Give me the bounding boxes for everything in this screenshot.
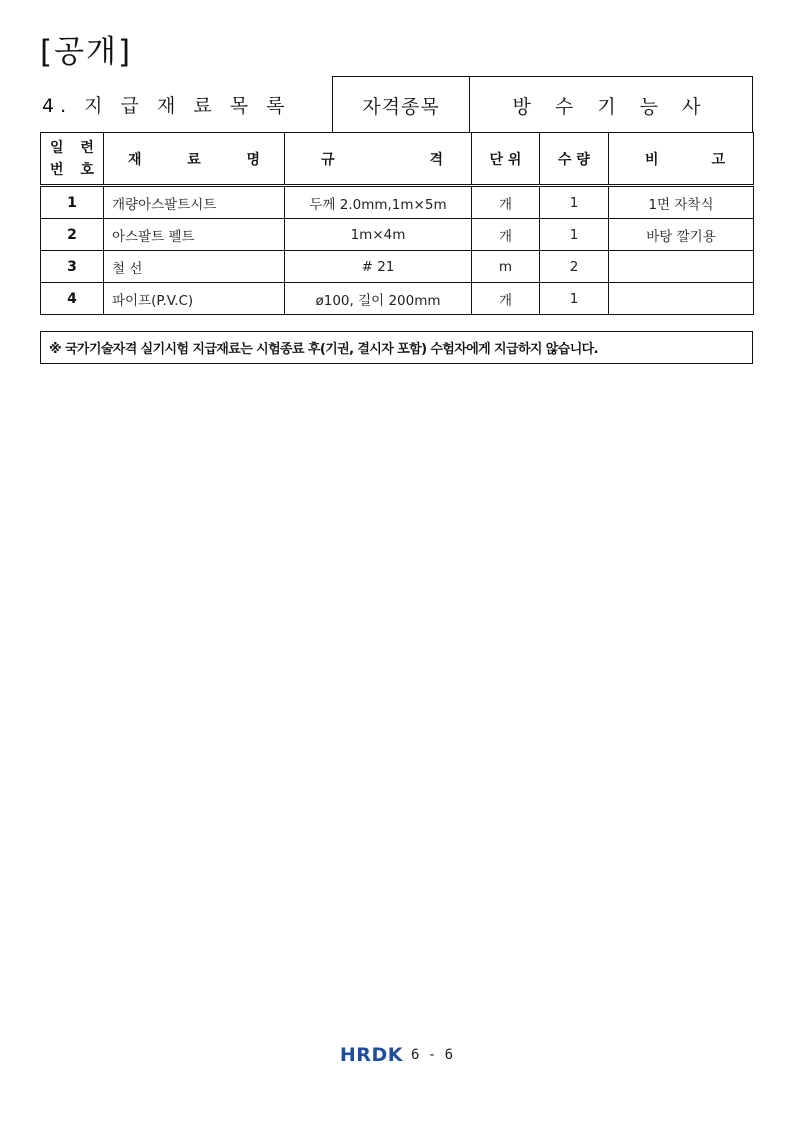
table-row (41, 186, 754, 219)
table-row (41, 283, 754, 315)
header-note (609, 133, 754, 186)
header-serial-line2: 번 호 (50, 161, 100, 178)
cell-unit: 개 (472, 283, 540, 315)
table-row (41, 219, 754, 251)
header-specification (285, 133, 472, 186)
cell-specification: ø100, 길이 200mm (285, 283, 472, 315)
header-note-char: 고 (711, 151, 725, 168)
document-header (40, 76, 753, 132)
cell-specification: 두께 2.0mm,1m×5m (285, 186, 472, 219)
cell-material-name: 철 선 (104, 251, 285, 283)
header-spec-char: 규 (321, 151, 335, 168)
public-mark: [공개] (40, 34, 133, 70)
cell-quantity: 1 (540, 186, 609, 219)
cell-note (609, 251, 754, 283)
header-note-char: 비 (645, 151, 659, 168)
header-material-name (104, 133, 285, 186)
cell-unit: 개 (472, 186, 540, 219)
qualification-label: 자격종목 (332, 76, 469, 133)
header-serial-line1: 일 련 (50, 139, 100, 156)
header-name-char: 명 (246, 151, 260, 168)
cell-serial-number: 4 (41, 283, 104, 315)
cell-quantity: 1 (540, 283, 609, 315)
cell-quantity: 1 (540, 219, 609, 251)
cell-material-name: 개량아스팔트시트 (104, 186, 285, 219)
hrdk-logo: HRDK (339, 1044, 403, 1066)
page-footer (0, 1044, 793, 1066)
cell-specification: # 21 (285, 251, 472, 283)
cell-note (609, 283, 754, 315)
cell-material-name: 파이프(P.V.C) (104, 283, 285, 315)
table-row (41, 251, 754, 283)
cell-quantity: 2 (540, 251, 609, 283)
section-title: 4. 지 급 재 료 목 록 (42, 94, 291, 117)
cell-unit: m (472, 251, 540, 283)
cell-serial-number: 1 (41, 186, 104, 219)
materials-table (40, 132, 754, 315)
table-header-row (41, 133, 754, 186)
header-serial-number (41, 133, 104, 186)
qualification-name: 방 수 기 능 사 (469, 76, 753, 133)
header-unit: 단 위 (472, 133, 540, 186)
cell-serial-number: 2 (41, 219, 104, 251)
cell-serial-number: 3 (41, 251, 104, 283)
cell-note: 바탕 깔기용 (609, 219, 754, 251)
cell-note: 1면 자착식 (609, 186, 754, 219)
header-spec-char: 격 (429, 151, 443, 168)
header-quantity: 수 량 (540, 133, 609, 186)
cell-specification: 1m×4m (285, 219, 472, 251)
cell-unit: 개 (472, 219, 540, 251)
header-name-char: 재 (128, 151, 142, 168)
notice-box: ※ 국가기술자격 실기시험 지급재료는 시험종료 후(기권, 결시자 포함) 수험자에게 지급하지 않습니다. (40, 331, 753, 364)
header-name-char: 료 (187, 151, 201, 168)
cell-material-name: 아스팔트 펠트 (104, 219, 285, 251)
page-number: 6 - 6 (410, 1047, 454, 1063)
